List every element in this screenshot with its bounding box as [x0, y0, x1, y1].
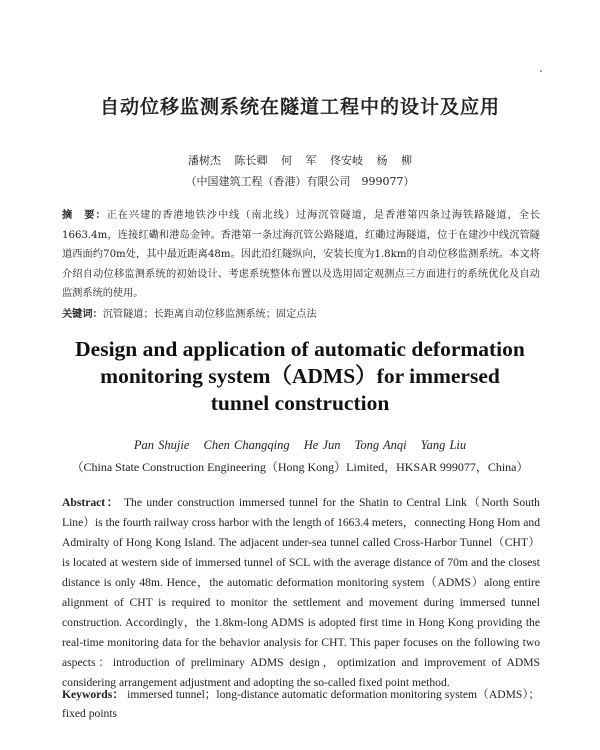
english-keywords [62, 685, 540, 723]
en-keywords-text: immersed tunnel；long-distance automatic deformation monitoring system（ADMS）；fixed points [62, 688, 540, 720]
en-author: He Jun [303, 438, 341, 452]
cn-abstract-label: 摘 要： [62, 210, 107, 221]
en-author: Chen Changqing [203, 438, 290, 452]
chinese-affiliation: （中国建筑工程（香港）有限公司 999077） [185, 175, 415, 188]
cn-author: 杨 柳 [376, 154, 412, 167]
en-author: Yang Liu [420, 438, 467, 452]
chinese-abstract [62, 206, 540, 304]
en-abstract-text: The under construction immersed tunnel for the Shatin to Central Link（North South Line）is the fourth railway cross harbor with the length of 1663.4 meters，connecting Hong Hom and Admiralty of Hong Kong Island. The adjacent under-sea tunnel called Cross-Harbor Tunnel（CHT）is located at western side of immersed tunnel of SCL with the average distance of 70m and the closest distance is only 48m. Hence，the automatic deformation monitoring system（ADMS）along entire alignment of CHT is required to monitor the settlement and movement during immersed tunnel construction. Accordingly，the 1.8km-long ADMS is adopted first time in Hong Kong providing the real-time monitoring data for the behavior analysis for CHT. This paper focuses on the following two aspects：introduction of preliminary ADMS design，optimization and improvement of ADMS considering arrangement adjustment and adopting the so-called fixed point method. [62, 496, 540, 689]
en-keywords-label: Keywords： [62, 688, 125, 701]
cn-author: 何 军 [281, 154, 317, 167]
chinese-title: 自动位移监测系统在隧道工程中的设计及应用 [99, 96, 500, 118]
en-author: Pan Shujie [133, 438, 190, 452]
english-abstract [62, 493, 540, 693]
cn-author: 陈长卿 [234, 154, 268, 167]
chinese-authors [0, 152, 600, 168]
en-title-line: tunnel construction [210, 391, 390, 415]
en-author: Tong Anqi [354, 438, 407, 452]
english-title [60, 336, 540, 417]
cn-abstract-text: 正在兴建的香港地铁沙中线（南北线）过海沉管隧道，是香港第四条过海铁路隧道，全长1663.4m，连接红磡和港岛金钟。香港第一条过海沉管公路隧道，红磡过海隧道，位于在建沙中线沉管隧道西面约70m处，其中最近距离48m。因此沿红隧纵向，安装长度为1.8km的自动位移监测系统。本文将介绍自动位移监测系统的初始设计、考虑系统整体布置以及选用固定观测点三方面进行的系统优化及自动监测系统的使用。 [62, 210, 541, 299]
cn-author: 佟安岐 [330, 154, 363, 167]
scan-speck [540, 70, 542, 72]
cn-keywords-label: 关键词： [62, 309, 103, 320]
english-affiliation: （China State Construction Engineering（Hong Kong）Limited，HKSAR 999077，China） [71, 460, 529, 474]
cn-keywords-text: 沉管隧道；长距离自动位移监测系统；固定点法 [102, 309, 317, 320]
cn-author: 潘树杰 [188, 154, 221, 167]
en-title-line: Design and application of automatic deformation [75, 337, 525, 361]
chinese-keywords [62, 305, 540, 324]
en-title-line: monitoring system（ADMS）for immersed [100, 364, 500, 388]
english-authors [0, 438, 600, 453]
en-abstract-label: Abstract： [62, 496, 120, 509]
